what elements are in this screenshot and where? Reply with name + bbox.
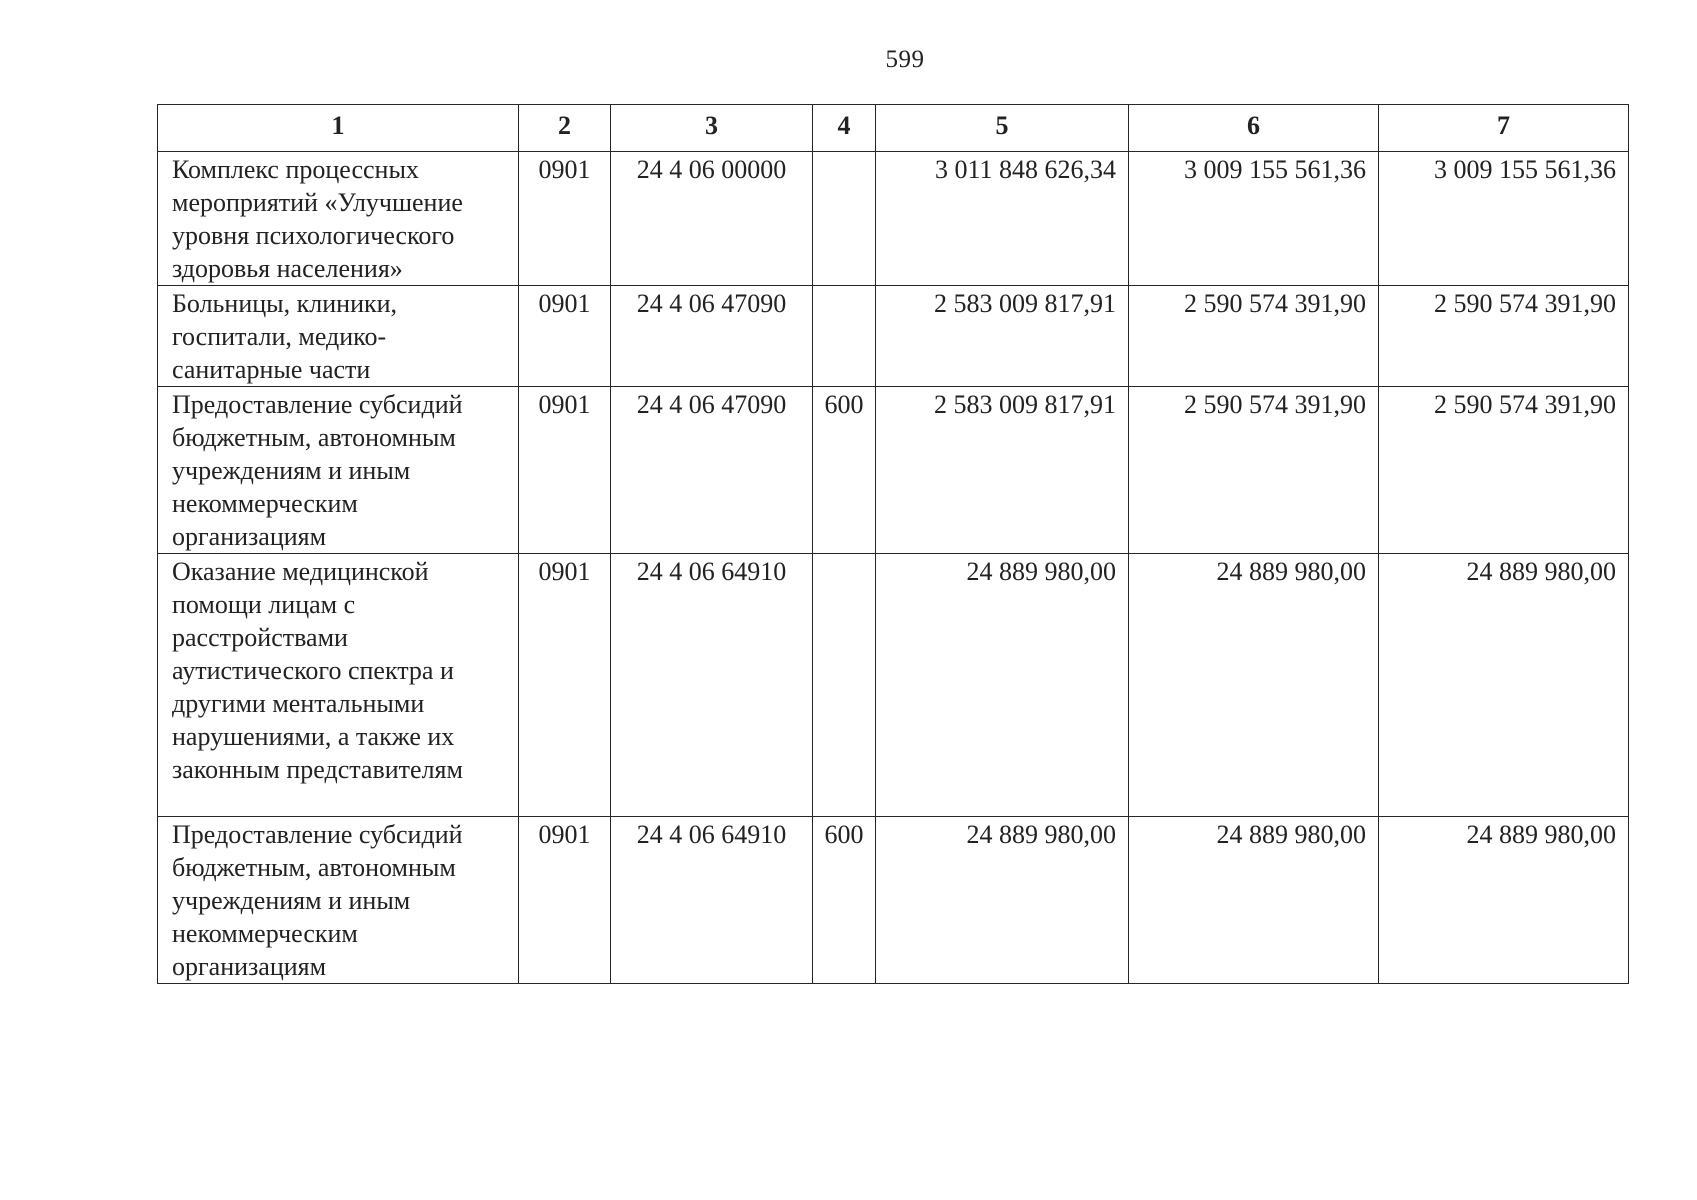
table-row	[158, 286, 1629, 387]
row-amount-col5-cell: 24 889 980,00	[876, 817, 1129, 984]
row-amount-col6-cell: 2 590 574 391,90	[1129, 387, 1379, 554]
row-amount-col5-cell: 24 889 980,00	[876, 554, 1129, 817]
row-section-code-cell: 0901	[519, 387, 611, 554]
row-amount-col5-cell: 3 011 848 626,34	[876, 152, 1129, 286]
row-amount-col5-cell: 2 583 009 817,91	[876, 286, 1129, 387]
row-expense-type-cell	[813, 152, 876, 286]
row-expense-type-cell: 600	[813, 817, 876, 984]
row-amount-col6-cell: 24 889 980,00	[1129, 817, 1379, 984]
table-header-row	[158, 105, 1629, 152]
row-name-cell: Предоставление субсидий бюджетным, автономным учреждениям и иным некоммерческим организациям	[158, 387, 519, 554]
table-row	[158, 387, 1629, 554]
table-row	[158, 152, 1629, 286]
row-target-article-cell: 24 4 06 47090	[611, 387, 813, 554]
column-header-2: 2	[519, 105, 611, 152]
row-target-article-cell: 24 4 06 47090	[611, 286, 813, 387]
column-header-5: 5	[876, 105, 1129, 152]
row-name-cell: Оказание медицинской помощи лицам с расстройствами аутистического спектра и другими ментальными нарушениями, а также их законным представителям	[158, 554, 519, 817]
row-amount-col7-cell: 2 590 574 391,90	[1379, 387, 1629, 554]
row-amount-col7-cell: 2 590 574 391,90	[1379, 286, 1629, 387]
column-header-1: 1	[158, 105, 519, 152]
column-header-4: 4	[813, 105, 876, 152]
column-header-3: 3	[611, 105, 813, 152]
row-expense-type-cell: 600	[813, 387, 876, 554]
row-amount-col5-cell: 2 583 009 817,91	[876, 387, 1129, 554]
row-section-code-cell: 0901	[519, 152, 611, 286]
budget-table	[157, 104, 1629, 984]
row-name-cell: Комплекс процессных мероприятий «Улучшение уровня психологического здоровья населения»	[158, 152, 519, 286]
table-row	[158, 554, 1629, 817]
row-target-article-cell: 24 4 06 64910	[611, 554, 813, 817]
row-amount-col7-cell: 24 889 980,00	[1379, 554, 1629, 817]
row-amount-col7-cell: 24 889 980,00	[1379, 817, 1629, 984]
row-target-article-cell: 24 4 06 00000	[611, 152, 813, 286]
column-header-7: 7	[1379, 105, 1629, 152]
row-expense-type-cell	[813, 286, 876, 387]
row-amount-col6-cell: 3 009 155 561,36	[1129, 152, 1379, 286]
row-amount-col7-cell: 3 009 155 561,36	[1379, 152, 1629, 286]
row-name-cell: Предоставление субсидий бюджетным, автономным учреждениям и иным некоммерческим организациям	[158, 817, 519, 984]
column-header-6: 6	[1129, 105, 1379, 152]
row-expense-type-cell	[813, 554, 876, 817]
row-section-code-cell: 0901	[519, 817, 611, 984]
row-name-cell: Больницы, клиники, госпитали, медико-санитарные части	[158, 286, 519, 387]
row-amount-col6-cell: 2 590 574 391,90	[1129, 286, 1379, 387]
row-section-code-cell: 0901	[519, 554, 611, 817]
row-section-code-cell: 0901	[519, 286, 611, 387]
row-target-article-cell: 24 4 06 64910	[611, 817, 813, 984]
row-amount-col6-cell: 24 889 980,00	[1129, 554, 1379, 817]
page-number: 599	[885, 46, 925, 73]
table-row	[158, 817, 1629, 984]
